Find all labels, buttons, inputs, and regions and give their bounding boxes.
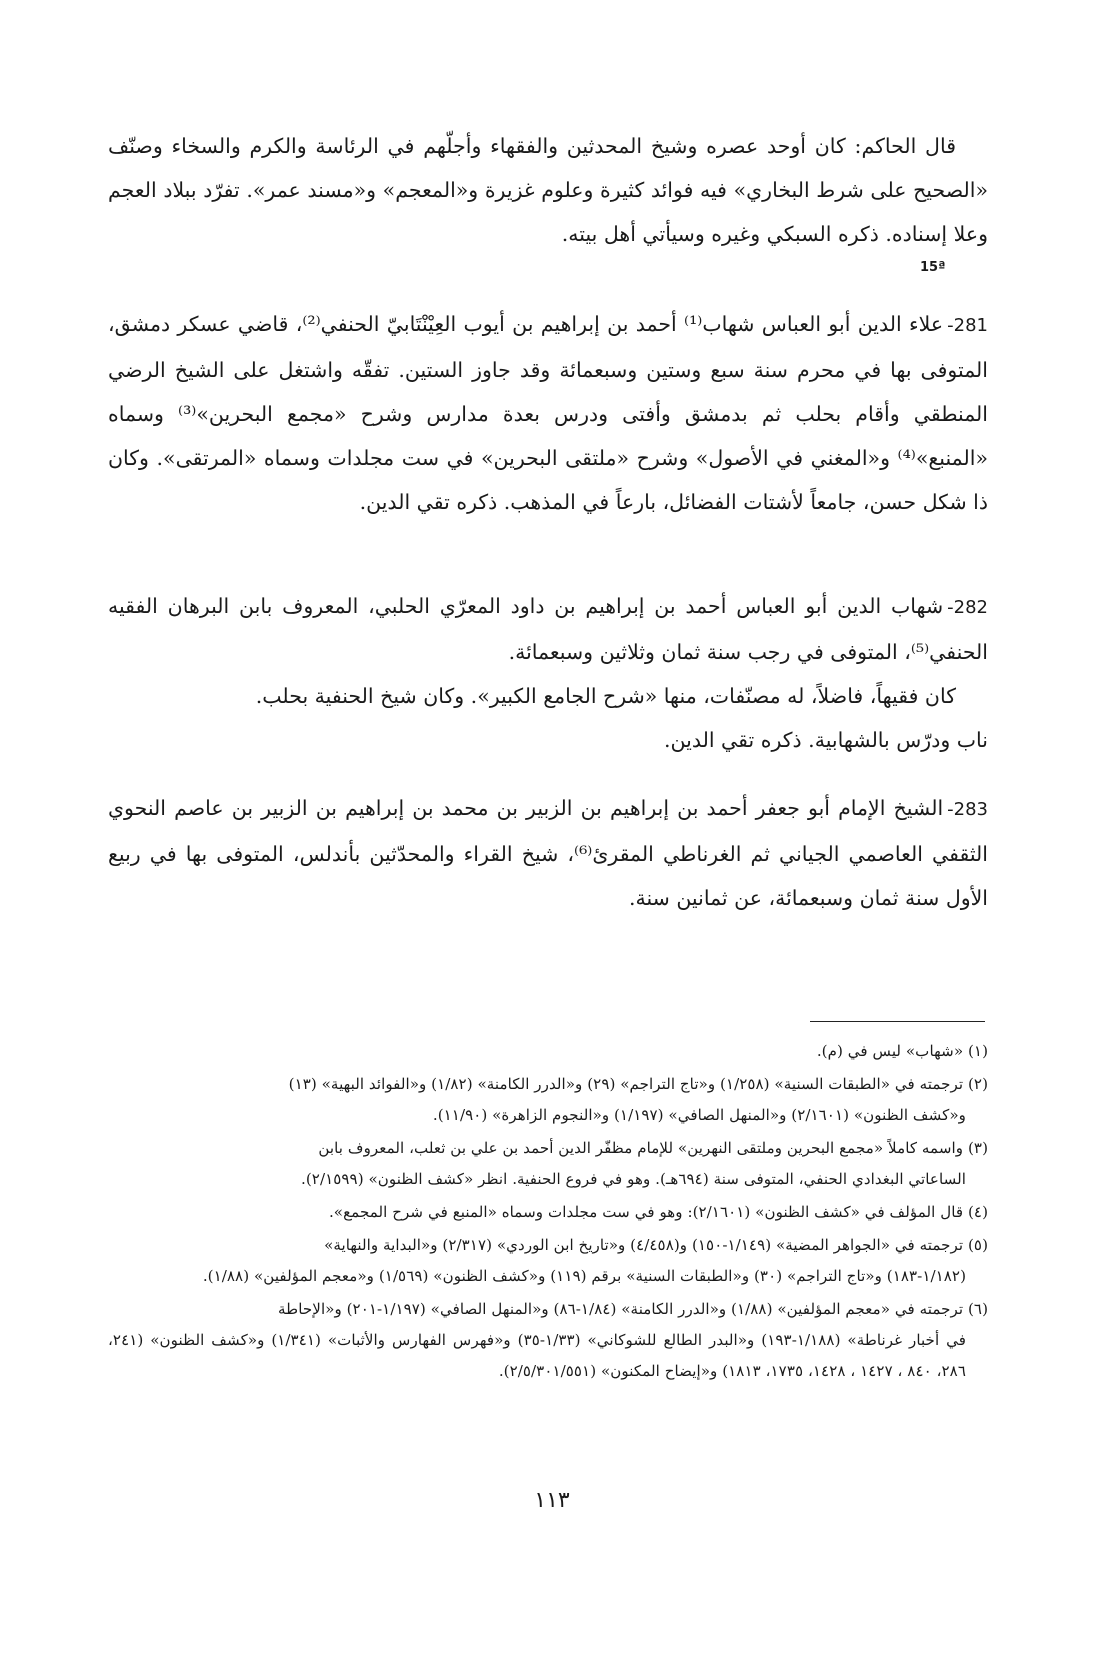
page-number: ١١٣ [534, 1488, 570, 1513]
footnote-text: واسمه كاملاً «مجمع البحرين وملتقى النهرين» للإمام مظفّر الدين أحمد بن علي بن ثعلب، المعروف بابن [318, 1139, 964, 1157]
entry-number: 281- [947, 315, 988, 336]
footnote-marker: (٢) [967, 1075, 988, 1093]
footnote [108, 1294, 988, 1387]
footnote-marker: (٦) [967, 1300, 988, 1318]
entry-text: الشيخ الإمام أبو جعفر أحمد بن إبراهيم بن الزبير بن محمد بن إبراهيم بن الزبير بن عاصم النحوي الثقفي العاصمي الجياني ثم الغرناطي المقرئ⁽⁶⁾، شيخ القراء والمحدّثين بأندلس، المتوفى بها في ربيع الأول سنة ثمان وسبعمائة، عن ثمانين سنة. [108, 796, 988, 910]
footnote-text: ترجمته في «معجم المؤلفين» (١/٨٨) و«الدرر الكامنة» (١/٨٤-٨٦) و«المنهل الصافي» (١/١٩٧-٢٠١) و«الإحاطة [278, 1300, 964, 1318]
footnote-text: قال المؤلف في «كشف الظنون» (٢/١٦٠١): وهو في ست مجلدات وسماه «المنبع في شرح المجمع». [328, 1203, 964, 1221]
footnote-continuation: و«كشف الظنون» (٢/١٦٠١) و«المنهل الصافي» (١/١٩٧) و«النجوم الزاهرة» (١١/٩٠). [432, 1106, 966, 1124]
footnote [108, 1230, 988, 1292]
intro-paragraph: قال الحاكم: كان أوحد عصره وشيخ المحدثين والفقهاء وأجلّهم في الرئاسة والكرم والسخاء وصنّف «الصحيح على شرط البخاري» فيه فوائد كثيرة وعلوم غزيرة و«المعجم» و«مسند عمر». تفرّد ببلاد العجم وعلا إسناده. ذكره السبكي وغيره وسيأتي أهل بيته. [108, 134, 988, 246]
entry-number: 283- [947, 799, 988, 820]
footnote-text: ترجمته في «الجواهر المضية» (١/١٤٩-١٥٠) و(٤/٤٥٨) و«تاريخ ابن الوردي» (٢/٣١٧) و«البداية والنهاية» [324, 1236, 964, 1254]
footnote-separator [810, 1021, 985, 1022]
entry-283 [108, 786, 988, 920]
margin-mark: 15ª [920, 260, 946, 275]
footnote-text: ترجمته في «الطبقات السنية» (١/٢٥٨) و«تاج التراجم» (٢٩) و«الدرر الكامنة» (١/٨٢) و«الفوائد البهية» (١٣) [288, 1075, 964, 1093]
footnote-marker: (٥) [967, 1236, 988, 1254]
footnote-marker: (٤) [967, 1203, 988, 1221]
footnote [108, 1069, 988, 1131]
footnote-text: «شهاب» ليس في (م). [816, 1042, 964, 1060]
footnote-continuation: في أخبار غرناطة» (١/١٨٨-١٩٣) و«البدر الطالع للشوكاني» (١/٣٣-٣٥) و«فهرس الفهارس والأثبات» (١/٣٤١) و«كشف الظنون» (٢٤١، ٢٨٦، ٨٤٠ ، ١٤٢٧ ، ١٤٢٨، ١٧٣٥، ١٨١٣) و«إيضاح المكنون» (٢/٥/٣٠١/٥٥١). [108, 1331, 966, 1380]
footnote-continuation: (١/١٨٢-١٨٣) و«تاج التراجم» (٣٠) و«الطبقات السنية» برقم (١١٩) و«كشف الظنون» (١/٥٦٩) و«معجم المؤلفين» (١/٨٨). [202, 1267, 966, 1285]
entry-281 [108, 302, 988, 524]
footnote [108, 1133, 988, 1195]
footnotes [108, 1036, 988, 1389]
entry-number: 282- [947, 597, 988, 618]
footnote [108, 1036, 988, 1067]
footnote-marker: (١) [967, 1042, 988, 1060]
footnote [108, 1197, 988, 1228]
entry-continuation: كان فقيهاً، فاضلاً، له مصنّفات، منها «شرح الجامع الكبير». وكان شيخ الحنفية بحلب. [255, 684, 956, 708]
entry-tail: ناب ودرّس بالشهابية. ذكره تقي الدين. [664, 728, 988, 752]
entry-282 [108, 584, 988, 762]
footnote-marker: (٣) [967, 1139, 988, 1157]
entry-text: شهاب الدين أبو العباس أحمد بن إبراهيم بن داود المعرّي الحلبي، المعروف بابن البرهان الفقيه الحنفي⁽⁵⁾، المتوفى في رجب سنة ثمان وثلاثين وسبعمائة. [108, 594, 988, 664]
entry-text: علاء الدين أبو العباس شهاب⁽¹⁾ أحمد بن إبراهيم بن أيوب العِيْنْتَابيّ الحنفي⁽²⁾، قاضي عسكر دمشق، المتوفى بها في محرم سنة سبع وستين وسبعمائة وقد جاوز الستين. تفقّه واشتغل على الشيخ الرضي المنطقي وأقام بحلب ثم بدمشق وأفتى ودرس بعدة مدارس وشرح «مجمع البحرين»⁽³⁾ وسماه «المنبع»⁽⁴⁾ و«المغني في الأصول» وشرح «ملتقى البحرين» في ست مجلدات وسماه «المرتقى». وكان ذا شكل حسن، جامعاً لأشتات الفضائل، بارعاً في المذهب. ذكره تقي الدين. [108, 312, 989, 514]
footnote-continuation: الساعاتي البغدادي الحنفي، المتوفى سنة (٦٩٤هـ). وهو في فروع الحنفية. انظر «كشف الظنون» (٢/١٥٩٩). [301, 1170, 966, 1188]
